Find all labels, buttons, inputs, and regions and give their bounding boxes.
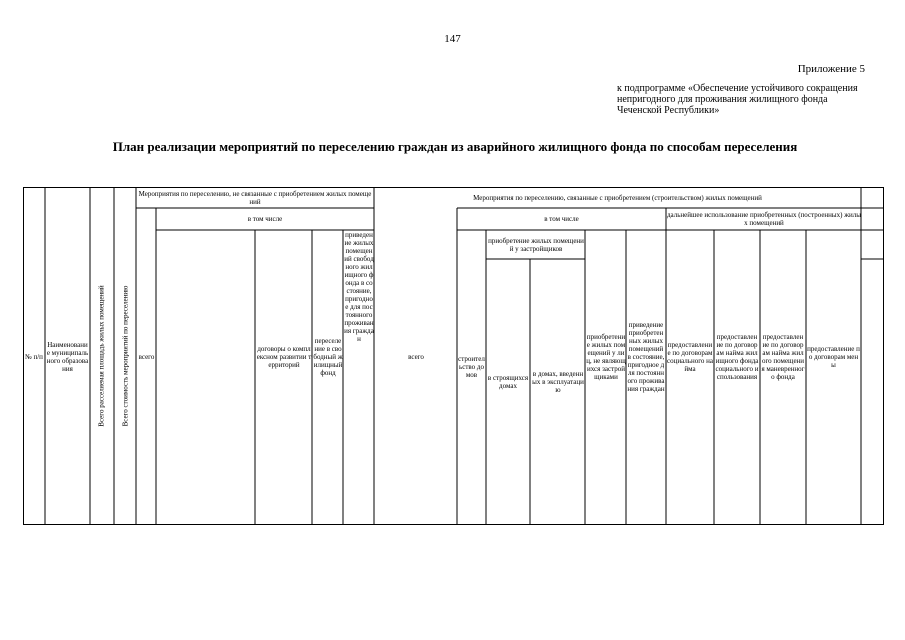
col-exchange-header: предоставление по договорам мены [807, 345, 860, 369]
col-in-built-header: в строящихся домах [487, 374, 529, 390]
appendix-title: Приложение 5 [797, 63, 865, 75]
col-number-header: № п/п [25, 353, 43, 361]
purchase-from-developers-header: приобретение жилых помещений у застройщиков [488, 236, 584, 253]
col-total-2-header: всего [408, 353, 424, 361]
col-social-fund-header: предоставление по договорам найма жилищного фонда социального использования [715, 333, 759, 381]
in-that-number-1: в том числе [247, 215, 283, 223]
col-total-cost-header: Всего стоимость мероприятий по переселению [121, 285, 129, 427]
appendix-subtitle: к подпрограмме «Обеспечение устойчивого сокращения непригодного для проживания жилищного фонда Чеченской Республики» [617, 83, 858, 116]
col-relocation-free-header: переселение в свободный жилищный фонд [313, 337, 343, 377]
page-number: 147 [444, 33, 461, 45]
document-title: План реализации мероприятий по переселению граждан из аварийного жилищного фонда по способам переселения [112, 139, 798, 154]
col-total-1-header: всего [138, 353, 155, 361]
group-related-header: Мероприятия по переселению, связанные с приобретением (строительством) жилых помещений [473, 193, 762, 202]
relocation-plan-table [23, 187, 884, 525]
col-total-area-header: Всего расселяемая площадь жилых помещений [98, 285, 106, 427]
col-maneuver-fund-header: предоставление по договорам найма жилого помещения маневренного фонда [761, 333, 805, 381]
col-bringing-free-header: приведение жилых помещений свободного жилищного фонда в состояние, пригодное для постоянного проживания граждан [344, 231, 374, 343]
col-agreements-header: договоры о комплексном развитии территорий [256, 345, 312, 369]
col-construction-header: строительство домов [458, 355, 485, 379]
col-purchase-non-dev-header: приобретение жилых помещений у лиц, не являющихся застройщиками [586, 333, 626, 381]
further-use-header: дальнейшее использование приобретенных (построенных) жилых помещений [667, 211, 861, 227]
col-bringing-purchased-header: приведение приобретенных жилых помещений в состояние, пригодное для постоянного проживания граждан [627, 321, 665, 393]
group-not-related-header: Мероприятия по переселению, не связанные с приобретением жилых помещений [138, 189, 372, 206]
col-social-contract-header: предоставление по договорам социального найма [667, 341, 713, 373]
in-that-number-2: в том числе [544, 215, 579, 223]
col-municipality-header: Наименование муниципального образования [46, 341, 89, 373]
col-in-commissioned-header: в домах, введенных в эксплуатацию [532, 370, 584, 394]
